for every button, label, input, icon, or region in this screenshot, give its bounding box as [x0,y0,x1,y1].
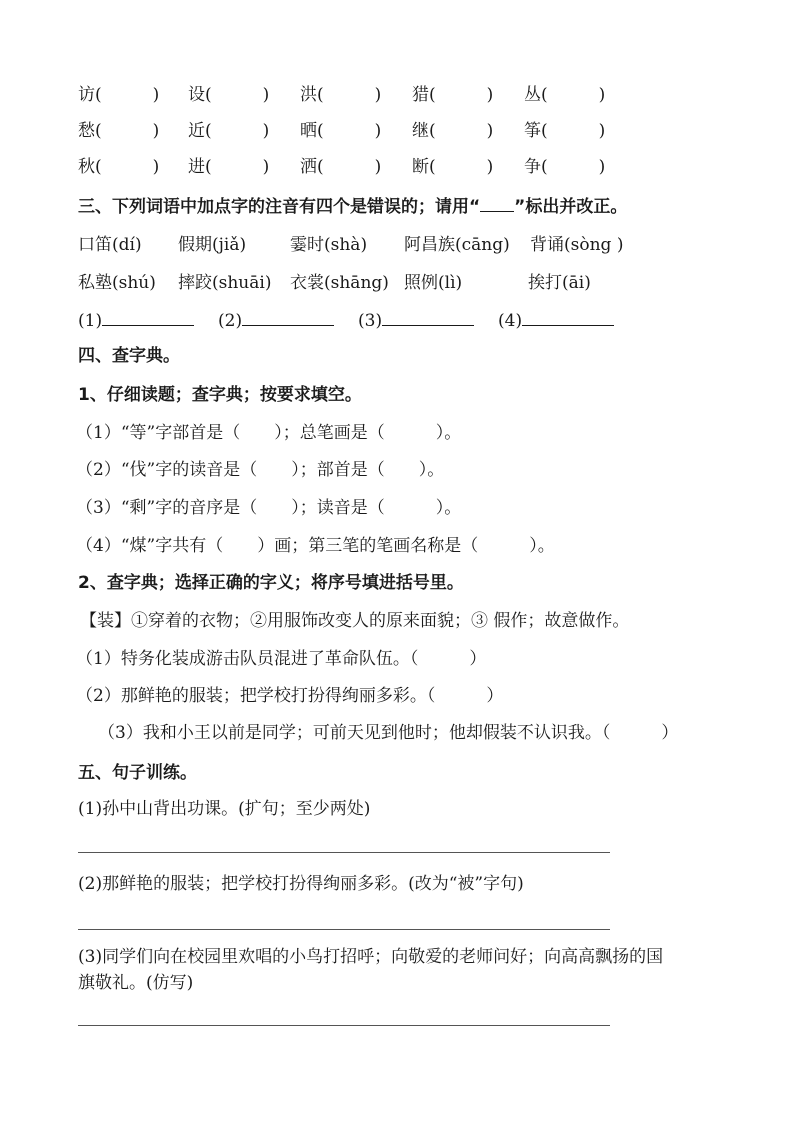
definition-line: 【装】①穿着的衣物；②用服饰改变人的原来面貌；③ 假作；故意做作。 [80,611,630,631]
pinyin-word: 背诵(sòng ) [530,235,624,255]
correction-blank[interactable] [218,310,334,332]
grid-cell: 访( ) [78,85,160,105]
grid-cell: 洒( ) [300,157,382,177]
sentence-task: (1)孙中山背出功课。(扩句；至少两处) [78,799,371,819]
blank-label: (4) [498,311,523,331]
sentence-task-cont: 旗敬礼。(仿写) [78,973,194,993]
correction-blank[interactable] [358,310,474,332]
section4-sub2-heading: 2、查字典；选择正确的字义；将序号填进括号里。 [78,573,464,593]
sentence-task: (3)同学们向在校园里欢唱的小鸟打招呼；向敬爱的老师问好；向高高飘扬的国 [78,947,664,967]
answer-line[interactable] [78,929,610,930]
grid-cell: 愁( ) [78,121,160,141]
grid-cell: 筝( ) [524,121,606,141]
pinyin-word: 摔跤(shuāi) [178,273,272,293]
section4-heading: 四、查字典。 [78,346,180,366]
pinyin-word: 霎时(shà) [290,235,368,255]
grid-cell: 进( ) [188,157,270,177]
blank-line [102,311,194,326]
answer-line[interactable] [78,852,610,853]
section3-heading-post: ”标出并改正。 [514,197,628,217]
grid-cell: 断( ) [412,157,494,177]
section4-sub1-heading: 1、仔细读题；查字典；按要求填空。 [78,385,362,405]
question-item: （2）那鲜艳的服装；把学校打扮得绚丽多彩。（ ） [76,686,504,706]
section3-heading-pre: 三、下列词语中加点字的注音有四个是错误的；请用“ [78,197,481,217]
grid-cell: 争( ) [524,157,606,177]
question-item: （1）“等”字部首是（ ）；总笔画是（ ）。 [76,423,462,443]
heading-blank [480,197,514,212]
grid-cell: 继( ) [412,121,494,141]
grid-cell: 近( ) [188,121,270,141]
pinyin-word: 口笛(dí) [78,235,142,255]
blank-line [382,311,474,326]
question-item: （3）“剩”字的音序是（ ）；读音是（ ）。 [76,498,462,518]
question-item: （4）“煤”字共有（ ）画；第三笔的笔画名称是（ ）。 [76,536,555,556]
blank-label: (3) [358,311,383,331]
sentence-task: (2)那鲜艳的服装；把学校打扮得绚丽多彩。(改为“被”字句) [78,874,524,894]
correction-blank[interactable] [78,310,194,332]
correction-blank[interactable] [498,310,614,332]
section5-heading: 五、句子训练。 [78,763,197,783]
blank-line [242,311,334,326]
grid-cell: 秋( ) [78,157,160,177]
grid-cell: 晒( ) [300,121,382,141]
pinyin-word: 私塾(shú) [78,273,156,293]
blank-label: (2) [218,311,243,331]
grid-cell: 洪( ) [300,85,382,105]
grid-cell: 设( ) [188,85,270,105]
answer-line[interactable] [78,1025,610,1026]
question-item: （3）我和小王以前是同学；可前天见到他时；他却假装不认识我。（ ） [98,723,679,743]
question-item: （2）“伐”字的读音是（ ）；部首是（ ）。 [76,460,445,480]
blank-label: (1) [78,311,103,331]
pinyin-word: 衣裳(shāng) [290,273,389,293]
question-item: （1）特务化装成游击队员混进了革命队伍。（ ） [76,649,487,669]
grid-cell: 猎( ) [412,85,494,105]
pinyin-word: 假期(jiǎ) [178,235,247,255]
pinyin-word: 照例(lì) [404,273,463,293]
grid-cell: 丛( ) [524,85,606,105]
pinyin-word: 挨打(āi) [528,273,591,293]
section3-heading [78,196,627,218]
blank-line [522,311,614,326]
pinyin-word: 阿昌族(cāng) [404,235,510,255]
